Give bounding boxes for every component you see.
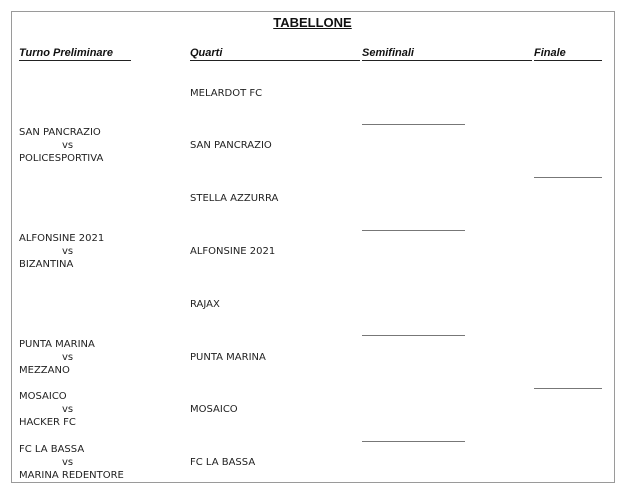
team-away: BIZANTINA [19, 259, 74, 270]
page-title: TABELLONE [273, 15, 352, 30]
header-quarti: Quarti [190, 47, 360, 61]
quarter-team: MOSAICO [190, 404, 238, 415]
quarter-team: STELLA AZZURRA [190, 193, 279, 204]
team-away: MEZZANO [19, 365, 70, 376]
header-finale: Finale [534, 47, 602, 61]
header-preliminare: Turno Preliminare [19, 47, 131, 61]
team-home: ALFONSINE 2021 [19, 233, 105, 244]
semifinal-slot [362, 335, 465, 336]
quarter-team: SAN PANCRAZIO [190, 140, 272, 151]
header-semifinali: Semifinali [362, 47, 532, 61]
vs-label: vs [62, 404, 74, 415]
vs-label: vs [62, 140, 74, 151]
team-away: HACKER FC [19, 417, 76, 428]
quarter-team: RAJAX [190, 299, 220, 310]
team-away: POLICESPORTIVA [19, 153, 104, 164]
team-home: SAN PANCRAZIO [19, 127, 101, 138]
team-home: FC LA BASSA [19, 444, 85, 455]
semifinal-slot [362, 230, 465, 231]
quarter-team: PUNTA MARINA [190, 352, 266, 363]
semifinal-slot [362, 124, 465, 125]
quarter-team: FC LA BASSA [190, 457, 256, 468]
vs-label: vs [62, 246, 74, 257]
vs-label: vs [62, 352, 74, 363]
quarter-team: ALFONSINE 2021 [190, 246, 276, 257]
team-home: PUNTA MARINA [19, 339, 95, 350]
team-home: MOSAICO [19, 391, 67, 402]
final-slot [534, 388, 602, 389]
quarter-team: MELARDOT FC [190, 88, 263, 99]
semifinal-slot [362, 441, 465, 442]
vs-label: vs [62, 457, 74, 468]
bracket-frame [11, 11, 615, 483]
final-slot [534, 177, 602, 178]
team-away: MARINA REDENTORE [19, 470, 124, 481]
